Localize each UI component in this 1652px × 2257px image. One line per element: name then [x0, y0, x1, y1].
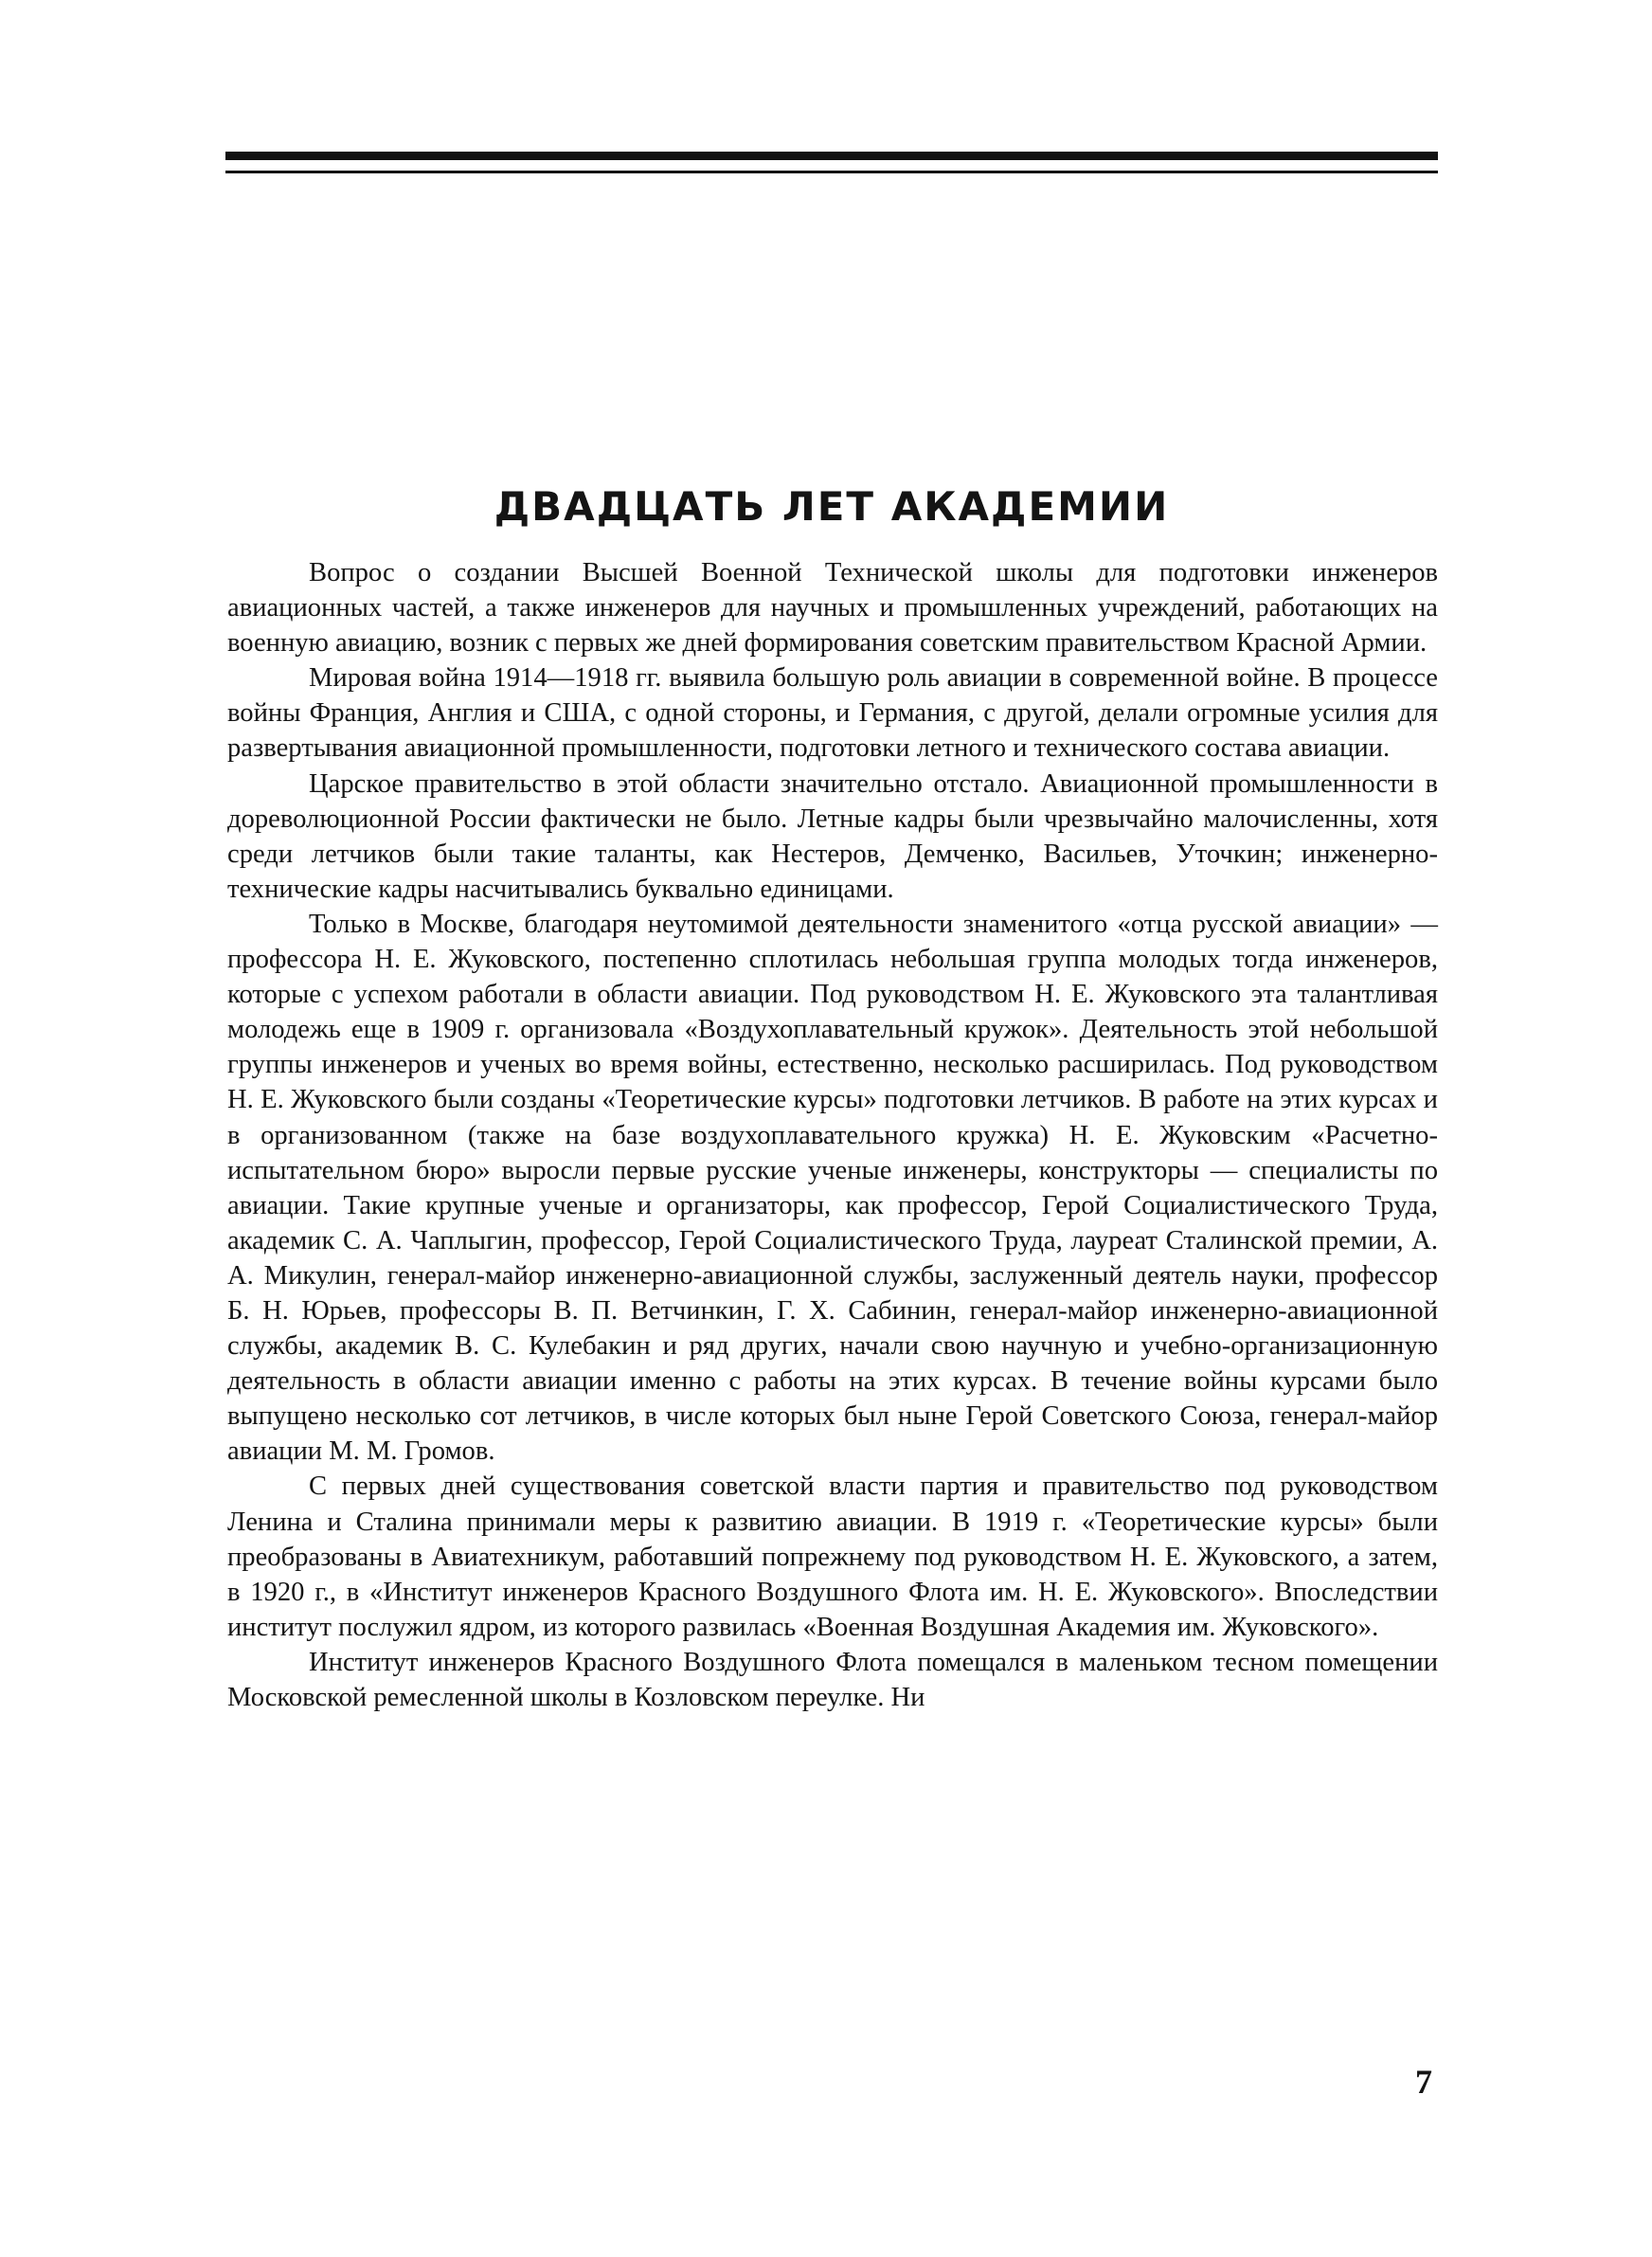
paragraph: Вопрос о создании Высшей Военной Технической школы для подготовки инженеров авиационных частей, а также инженеров для научных и промышленных учреждений, работающих на военную авиацию, возник с первых же дней формирования советским правительством Красной Армии.: [227, 558, 1438, 659]
paragraph: Институт инженеров Красного Воздушного Флота помещался в маленьком тесном помещении Московской ремесленной школы в Козловском переулке. Ни: [227, 1647, 1438, 1712]
paragraph: Только в Москве, благодаря неутомимой деятельности знаменитого «отца русской авиации» — профессора Н. Е. Жуковского, постепенно сплотилась небольшая группа молодых тогда инженеров, которые с успехом работали в области авиации. Под руководством Н. Е. Жуковского эта талантливая молодежь еще в 1909 г. организовала «Воздухоплавательный кружок». Деятельность этой небольшой группы инженеров и ученых во время войны, естественно, несколько расширилась. Под руководством Н. Е. Жуковского были созданы «Теоретические курсы» подготовки летчиков. В работе на этих курсах и в организованном (также на базе воздухоплавательного кружка) Н. Е. Жуковским «Расчетно-испытательном бюро» выросли первые русские ученые инженеры, конструкторы — специалисты по авиации. Такие крупные ученые и организаторы, как профессор, Герой Социалистического Труда, академик С. А. Чаплыгин, профессор, Герой Социалистического Труда, лауреат Сталинской премии, А. А. Микулин, генерал-майор инженерно-авиационной службы, заслуженный деятель науки, профессор Б. Н. Юрьев, профессоры В. П. Ветчинкин, Г. Х. Сабинин, генерал-майор инженерно-авиационной службы, академик В. С. Кулебакин и ряд других, начали свою научную и учебно-организационную деятельность в области авиации именно с работы на этих курсах. В течение войны курсами было выпущено несколько сот летчиков, в числе которых был ныне Герой Советского Союза, генерал-майор авиации М. М. Громов.: [227, 909, 1438, 1467]
header-rule-thin: [225, 171, 1438, 173]
paragraph: Мировая война 1914—1918 гг. выявила большую роль авиации в современной войне. В процессе войны Франция, Англия и США, с одной стороны, и Германия, с другой, делали огромные усилия для развертывания авиационной промышленности, подготовки летного и технического состава авиации.: [227, 663, 1438, 764]
paragraph: Царское правительство в этой области значительно отстало. Авиационной промышленности в дореволюционной России фактически не было. Летные кадры были чрезвычайно малочисленны, хотя среди летчиков были такие таланты, как Нестеров, Демченко, Васильев, Уточкин; инженерно-технические кадры насчитывались буквально единицами.: [227, 768, 1438, 904]
page-number: 7: [1415, 2063, 1432, 2101]
header-rule-thick: [225, 152, 1438, 160]
paragraph: С первых дней существования советской власти партия и правительство под руководством Ленина и Сталина принимали меры к развитию авиации. В 1919 г. «Теоретические курсы» были преобразованы в Авиатехникум, работавший попрежнему под руководством Н. Е. Жуковского, а затем, в 1920 г., в «Институт инженеров Красного Воздушного Флота им. Н. Е. Жуковского». Впоследствии институт послужил ядром, из которого развилась «Военная Воздушная Академия им. Жуковского».: [227, 1472, 1438, 1642]
body-text: [227, 555, 1438, 1715]
chapter-title: ДВАДЦАТЬ ЛЕТ АКАДЕМИИ: [494, 483, 1170, 530]
